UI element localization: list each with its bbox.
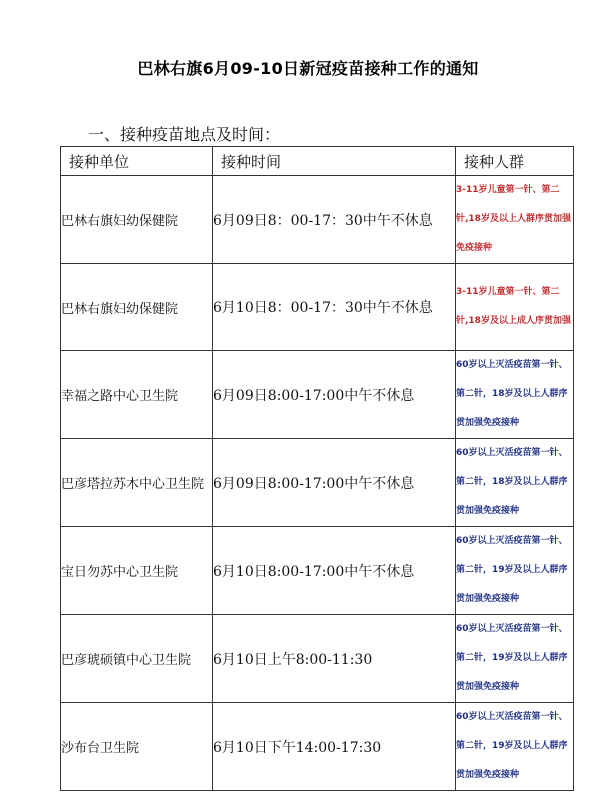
cell-unit: 巴林右旗妇幼保健院 — [61, 264, 213, 351]
header-unit: 接种单位 — [61, 147, 213, 176]
table-row — [61, 439, 574, 527]
vaccination-schedule-table — [60, 146, 574, 791]
cell-group: 60岁以上灭活疫苗第一针、第二针，19岁及以上人群序贯加强免疫接种 — [456, 615, 574, 703]
cell-time: 6月10日下午14:00-17:30 — [213, 703, 456, 791]
table-row — [61, 351, 574, 439]
header-time: 接种时间 — [213, 147, 456, 176]
cell-group: 60岁以上灭活疫苗第一针、第二针，19岁及以上人群序贯加强免疫接种 — [456, 527, 574, 615]
cell-group: 60岁以上灭活疫苗第一针、第二针，18岁及以上人群序贯加强免疫接种 — [456, 351, 574, 439]
cell-group: 3-11岁儿童第一针、第二针,18岁及以上成人序贯加强 — [456, 264, 574, 351]
cell-unit: 沙布台卫生院 — [61, 703, 213, 791]
cell-unit: 宝日勿苏中心卫生院 — [61, 527, 213, 615]
cell-unit: 巴彦塔拉苏木中心卫生院 — [61, 439, 213, 527]
cell-time: 6月10日8：00-17：30中午不休息 — [213, 264, 456, 351]
document-title: 巴林右旗6月09-10日新冠疫苗接种工作的通知 — [137, 59, 479, 78]
cell-time: 6月09日8:00-17:00中午不休息 — [213, 351, 456, 439]
cell-time: 6月09日8:00-17:00中午不休息 — [213, 439, 456, 527]
section-heading: 一、接种疫苗地点及时间： — [88, 125, 281, 144]
header-group: 接种人群 — [456, 147, 574, 176]
table-row — [61, 264, 574, 351]
table-row — [61, 703, 574, 791]
cell-unit: 巴林右旗妇幼保健院 — [61, 176, 213, 264]
cell-unit: 巴彦琥硕镇中心卫生院 — [61, 615, 213, 703]
table-row — [61, 176, 574, 264]
cell-group: 3-11岁儿童第一针、第二针,18岁及以上人群序贯加强免疫接种 — [456, 176, 574, 264]
cell-group: 60岁以上灭活疫苗第一针、第二针，19岁及以上人群序贯加强免疫接种 — [456, 703, 574, 791]
cell-time: 6月10日上午8:00-11:30 — [213, 615, 456, 703]
table-row — [61, 527, 574, 615]
cell-unit: 幸福之路中心卫生院 — [61, 351, 213, 439]
cell-time: 6月10日8:00-17:00中午不休息 — [213, 527, 456, 615]
table-row — [61, 615, 574, 703]
table-header-row — [61, 147, 574, 176]
cell-group: 60岁以上灭活疫苗第一针、第二针，18岁及以上人群序贯加强免疫接种 — [456, 439, 574, 527]
cell-time: 6月09日8：00-17：30中午不休息 — [213, 176, 456, 264]
